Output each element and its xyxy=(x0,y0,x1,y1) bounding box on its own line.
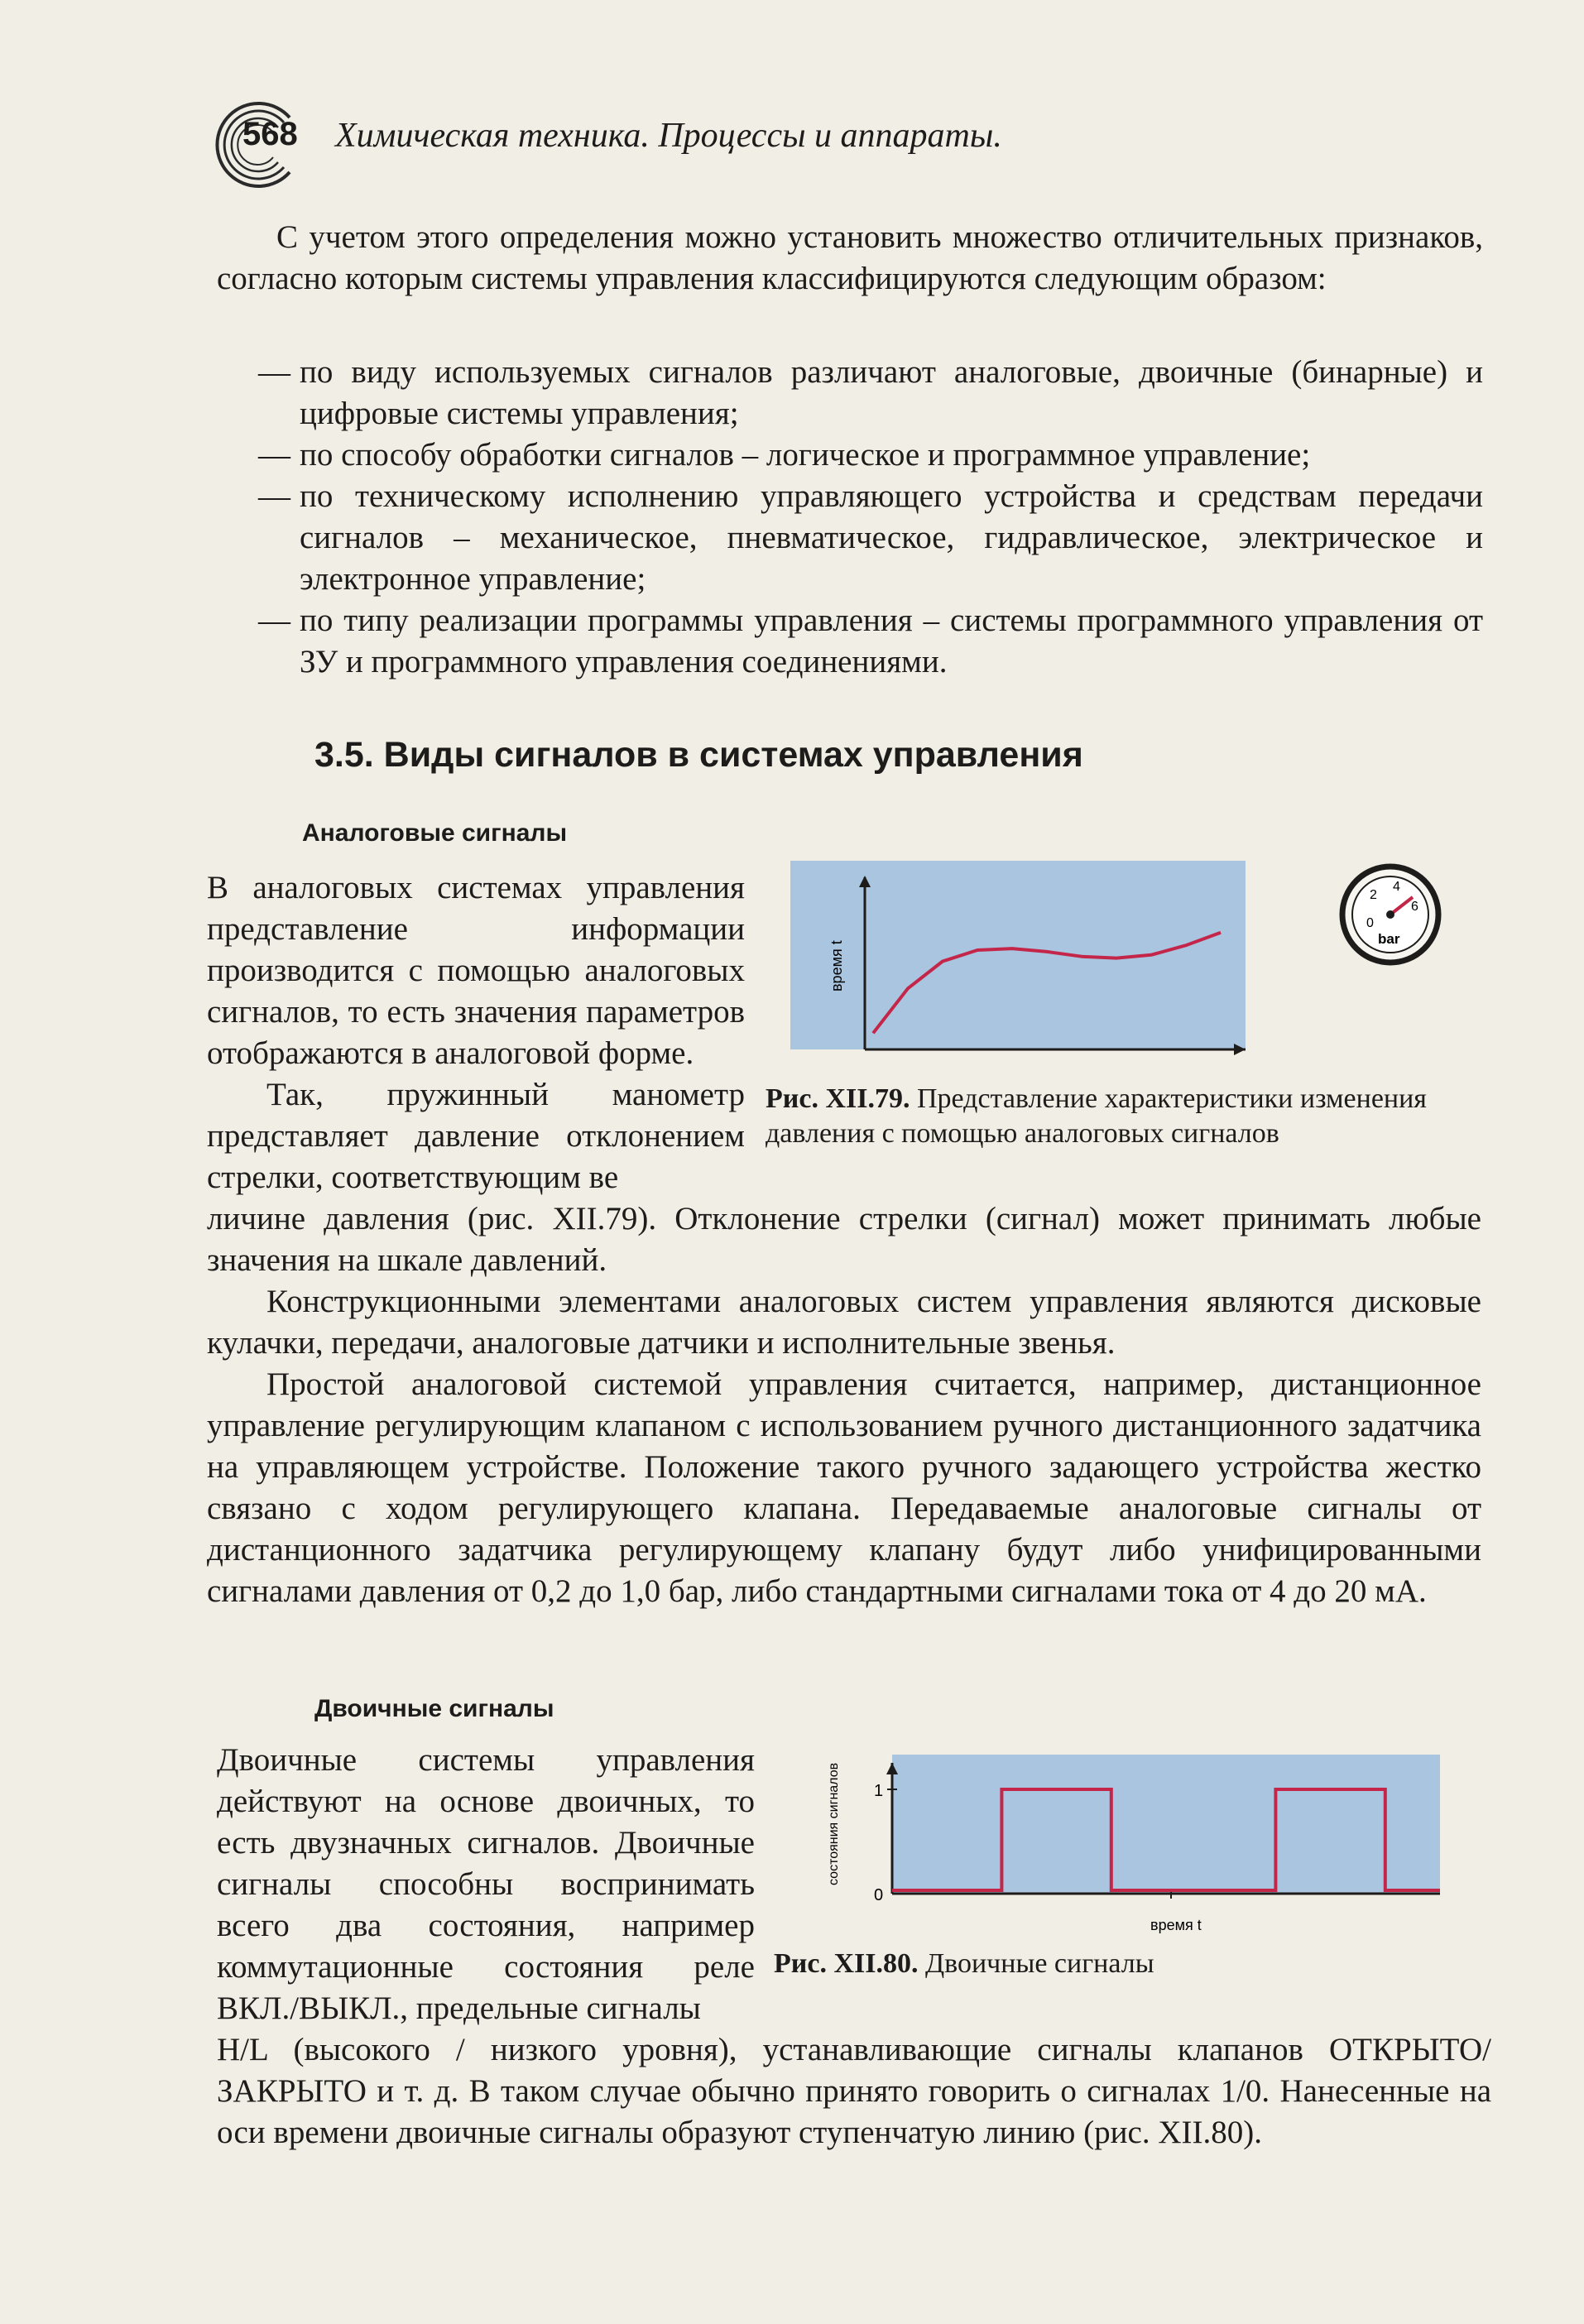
list-item: — по типу реализации программы управления – системы программного управления от ЗУ и программного управления соединениями. xyxy=(258,600,1483,683)
figure-80-label: Рис. XII.80. xyxy=(774,1948,919,1979)
chart-background xyxy=(892,1755,1440,1894)
page-header xyxy=(211,99,1436,190)
page-number: 568 xyxy=(242,116,298,152)
analog-paragraph-2: Так, пружинный манометр представляет давление отклонением стрелки, соответствующим ве xyxy=(207,1077,745,1195)
figure-79-caption-text: Представление характеристики изменения давления с помощью аналоговых сигналов xyxy=(766,1083,1427,1149)
analog-paragraph-2-continued: личине давления (рис. XII.79). Отклонение стрелки (сигнал) может принимать любые значения на шкале давлений. xyxy=(207,1201,1481,1278)
analog-signal-chart xyxy=(790,861,1254,1084)
figure-80-caption-text: Двоичные сигналы xyxy=(924,1948,1154,1979)
y-axis-label: время t xyxy=(828,940,845,992)
chart-background xyxy=(790,861,1246,1049)
analog-paragraph-4: Простой аналоговой системой управления считается, например, дистанционное управление регулирующим клапаном с использованием ручного дистанционного задатчика на управляющем устройстве. Положение такого ручного задающего устройства жестко связано с ходом регулирующего клапана. Передаваемые аналоговые сигналы от дистанционного задатчика регулирующему клапану будут либо унифицированными сигналами давления от 0,2 до 1,0 бар, либо стандартными сигналами тока от 4 до 20 мА. xyxy=(207,1366,1481,1609)
pressure-gauge xyxy=(1337,861,1444,968)
figure-80-caption xyxy=(774,1947,1436,1981)
binary-paragraph: Двоичные системы управления действуют на основе двоичных, то есть двузначных сигналов. Двоичные сигналы способны воспринимать всего два состояния, например коммутационные состояния реле ВКЛ./ВЫКЛ., предельные сигналы xyxy=(217,1742,755,2026)
figure-79-caption xyxy=(766,1082,1477,1151)
y-axis-label: состояния сигналов xyxy=(827,1762,841,1885)
running-title: Химическая техника. Процессы и аппараты. xyxy=(335,117,1002,155)
figure-79-chart xyxy=(790,861,1254,1084)
analog-paragraph-1: В аналоговых системах управления представление информации производится с помощью аналоговых сигналов, то есть значения параметров отображаются в аналоговой форме. xyxy=(207,870,745,1071)
y-tick-label-1: 1 xyxy=(874,1782,884,1800)
gauge-tick-4: 4 xyxy=(1393,880,1400,894)
figure-79-label: Рис. XII.79. xyxy=(766,1083,910,1114)
list-item: — по виду используемых сигналов различают аналоговые, двоичные (бинарные) и цифровые системы управления; xyxy=(258,352,1483,435)
pressure-gauge-icon xyxy=(1337,861,1444,968)
figure-80-chart xyxy=(819,1755,1448,1937)
binary-signal-chart xyxy=(819,1755,1448,1937)
list-item: — по способу обработки сигналов – логическое и программное управление; xyxy=(258,435,1483,476)
intro-paragraph: С учетом этого определения можно установить множество отличительных признаков, согласно которым системы управления классифицируются следующим образом: xyxy=(217,219,1483,296)
list-item: — по техническому исполнению управляющего устройства и средствам передачи сигналов – механическое, пневматическое, гидравлическое, электрическое и электронное управление; xyxy=(258,476,1483,600)
gauge-tick-6: 6 xyxy=(1411,900,1418,914)
y-tick-label-0: 0 xyxy=(874,1886,884,1904)
gauge-tick-2: 2 xyxy=(1370,888,1377,902)
binary-paragraph-continued: H/L (высокого / низкого уровня), устанавливающие сигналы клапанов ОТКРЫТО/ЗАКРЫТО и т. д. В таком случае обычно принято говорить о сигналах 1/0. Нанесенные на оси времени двоичные сигналы образуют ступенчатую линию (рис. XII.80). xyxy=(217,2032,1491,2150)
classification-list xyxy=(258,352,1483,683)
x-axis-label: время t xyxy=(1150,1917,1202,1933)
section-title: 3.5. Виды сигналов в системах управления xyxy=(314,735,1083,775)
subheading-analog: Аналоговые сигналы xyxy=(302,819,568,847)
gauge-tick-0: 0 xyxy=(1366,916,1374,930)
gauge-unit: bar xyxy=(1378,931,1400,947)
subheading-binary: Двоичные сигналы xyxy=(314,1695,554,1722)
analog-paragraph-3: Конструкционными элементами аналоговых систем управления являются дисковые кулачки, передачи, аналоговые датчики и исполнительные звенья. xyxy=(207,1284,1481,1361)
